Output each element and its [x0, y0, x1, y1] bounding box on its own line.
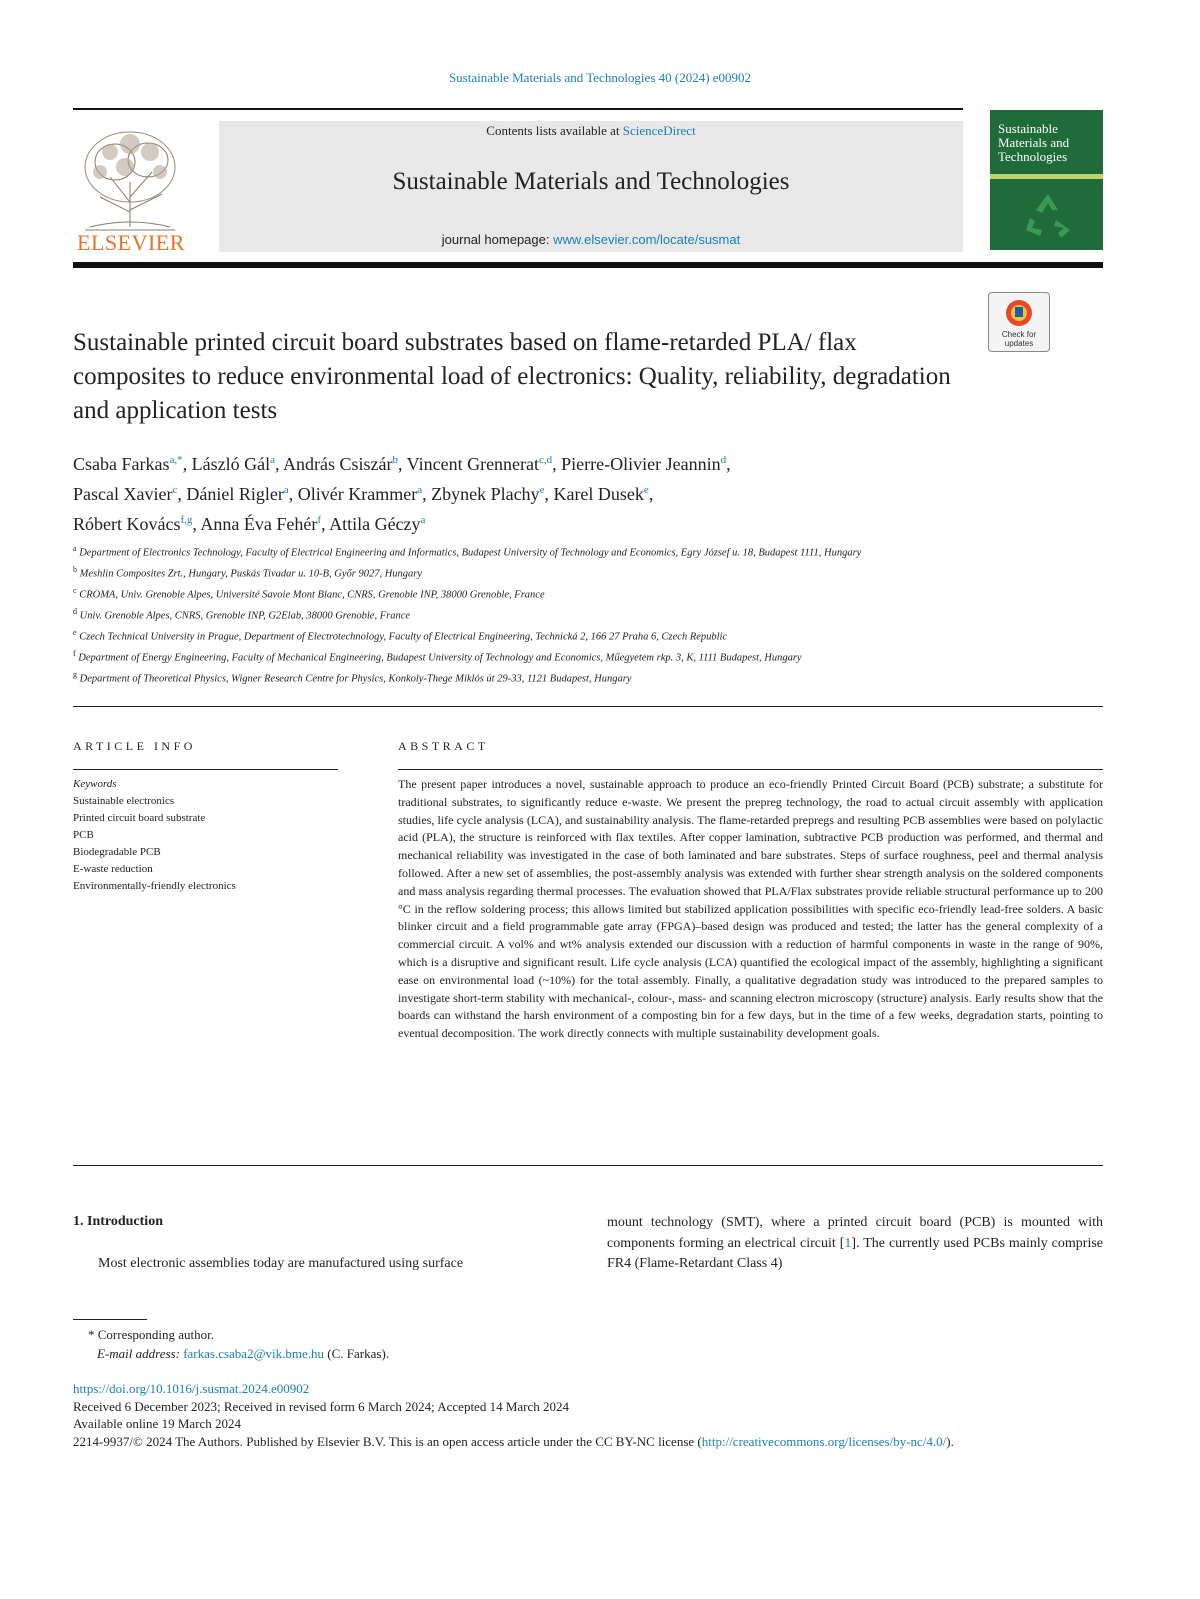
- email-link[interactable]: farkas.csaba2@vik.bme.hu: [183, 1346, 325, 1361]
- journal-citation[interactable]: Sustainable Materials and Technologies 40 (2024) e00902: [448, 70, 752, 85]
- author[interactable]: András Csiszár$^b$: [283, 454, 398, 474]
- author[interactable]: Pierre-Olivier Jeannin$^d$: [561, 454, 727, 474]
- keyword: Biodegradable PCB: [73, 846, 161, 858]
- author-list: Csaba Farkas$^{a,*}$, László Gál$^a$, András Csiszár$^b$, Vincent Grennerat$^{c,d}$, Pierre-Olivier Jeannin$^d$, Pascal Xavier$^c$, Dániel Rigler$^a$, Olivér Krammer$^a$, Zbynek Plachy$^e$, Karel Dusek$^e$, Róbert Kovács$^{f,g}$, Anna Éva Fehér$^f$, Attila Géczy$^a$: [73, 454, 731, 534]
- author[interactable]: Karel Dusek$^e$: [553, 484, 649, 504]
- keyword: E-waste reduction: [73, 863, 153, 875]
- affiliation: $^g$ Department of Theoretical Physics, Wigner Research Centre for Physics, Konkoly-Thege Miklós út 29-33, 1121 Budapest, Hungary: [73, 670, 632, 685]
- affiliation: $^f$ Department of Energy Engineering, Faculty of Mechanical Engineering, Budapest University of Technology and Economics, Műegyetem rkp. 3, K, 1111 Budapest, Hungary: [73, 649, 802, 664]
- svg-text:Check for: Check for: [1001, 330, 1037, 339]
- author[interactable]: Dániel Rigler$^a$: [186, 484, 289, 504]
- introduction-heading: 1. Introduction: [73, 1214, 163, 1229]
- author[interactable]: Róbert Kovács$^{f,g}$: [73, 514, 193, 534]
- article-info-heading: ARTICLE INFO: [73, 739, 196, 753]
- journal-cover-image: [990, 110, 1103, 250]
- cover-title: Sustainable Materials and Technologies: [998, 121, 1070, 164]
- header-rule: [73, 108, 963, 110]
- available-online: Available online 19 March 2024: [73, 1416, 241, 1431]
- recycle-icon: [1020, 190, 1076, 242]
- footnote-rule: [73, 1319, 147, 1320]
- introduction-text-left: Most electronic assemblies today are manufactured using surface: [98, 1256, 464, 1271]
- keywords-block: [73, 776, 338, 895]
- homepage-link[interactable]: www.elsevier.com/locate/susmat: [553, 232, 741, 247]
- keywords-label: Keywords: [73, 778, 117, 790]
- header-thick-rule: [73, 262, 1103, 268]
- introduction-text-right: mount technology (SMT), where a printed circuit board (PCB) is mounted with components forming an electrical circuit [1]. The currently used PCBs mainly comprise FR4 (Flame-Retardant Class 4): [607, 1215, 1104, 1271]
- article-title: Sustainable printed circuit board substrates based on flame-retarded PLA/ flax composites to reduce environmental load of electronics: Quality, reliability, degradation and application tests: [73, 329, 951, 424]
- contents-line: [219, 121, 963, 139]
- corresponding-author-note: * Corresponding author.: [88, 1327, 215, 1342]
- affiliation-list: [73, 541, 973, 688]
- received-dates: Received 6 December 2023; Received in revised form 6 March 2024; Accepted 14 March 2024: [73, 1398, 569, 1414]
- journal-homepage: [219, 232, 963, 247]
- author[interactable]: Csaba Farkas$^{a,*}$: [73, 454, 183, 474]
- keyword: Printed circuit board substrate: [73, 812, 206, 824]
- elsevier-wordmark: ELSEVIER: [77, 230, 185, 255]
- article-info-rule: [73, 769, 338, 770]
- doi-link[interactable]: https://doi.org/10.1016/j.susmat.2024.e00902: [73, 1381, 310, 1396]
- check-for-updates-button[interactable]: [988, 292, 1050, 352]
- homepage-prefix: journal homepage:: [441, 232, 554, 247]
- abstract-rule: [398, 769, 1103, 770]
- publication-info: [73, 1380, 1103, 1450]
- affiliation: $^b$ Meshlin Composites Zrt., Hungary, Puskás Tivadar u. 10-B, Győr 9027, Hungary: [73, 565, 423, 580]
- affiliation: $^d$ Univ. Grenoble Alpes, CNRS, Grenoble INP, G2Elab, 38000 Grenoble, France: [73, 607, 411, 622]
- abstract-text: The present paper introduces a novel, sustainable approach to produce an eco-friendly Printed Circuit Board (PCB) substrate; a substitute for traditional substrates, to significantly reduce e-waste. We present the prepreg technology, the road to actual circuit assembly with application studies, life cycle analysis (LCA), and sustainability analysis. The flame-retarded prepregs and resulting PCB assemblies were based on polylactic acid (PLA), the structure is reinforced with flax textiles. After copper lamination, subtractive PCB production was performed, and thermal and mechanical reliability was investigated in the case of both laminated and bare substrates. Steps of surface roughness, peel and thermal analysis followed. After a new set of assemblies, the post-assembly analysis was extended with further shear strength analysis on the soldered components and mass analysis regarding thermal processes. The evaluation showed that PLA/Flax substrates provide reliable structural performance up to 200 °C in the reflow soldering process; this allows limited but stabilized application possibilities with specific eco-friendly lead-free solders. A basic blinker circuit and a field programmable gate array (FPGA)–based design was produced and tested; the latter has the general complexity of a commercial circuit. A vol% and wt% analysis extended our discussion with a reduction of harmful components in waste in the range of 90%, which is a disruptive and significant result. Life cycle analysis (LCA) quantified the ecological impact of the assembly, highlighting a significant ease on environmental load (~10%) for the total assembly. Finally, a qualitative degradation study was introduced to the prepared samples to investigate short-term stability with mechanical-, colour-, mass- and scanning electron microscopy (structure) analysis. Early results show that the boards can withstand the harsh environment of a composting bin for a few days, but in the time of a few weeks, degradation starts, pointing to eventual decomposition. The work directly connects with multiple sustainability development goals.: [398, 777, 1103, 1041]
- check-updates-icon: [989, 293, 1049, 351]
- affiliation: $^a$ Department of Electronics Technology, Faculty of Electrical Engineering and Informatics, Budapest University of Technology and Economics, Egry József u. 18, Budapest 1111, Hungary: [73, 544, 862, 559]
- abstract-end-rule: [73, 1165, 1103, 1166]
- author[interactable]: Pascal Xavier$^c$: [73, 484, 178, 504]
- journal-title: Sustainable Materials and Technologies: [392, 168, 790, 195]
- keyword: Sustainable electronics: [73, 795, 175, 807]
- cover-band: [990, 174, 1103, 179]
- author[interactable]: Zbynek Plachy$^e$: [431, 484, 545, 504]
- keyword: PCB: [73, 829, 94, 841]
- email-note: E-mail address: farkas.csaba2@vik.bme.hu (C. Farkas).: [97, 1346, 390, 1361]
- contents-prefix: Contents lists available at: [486, 123, 623, 138]
- svg-text:updates: updates: [1004, 339, 1034, 348]
- keyword: Environmentally-friendly electronics: [73, 880, 236, 892]
- abstract-heading: ABSTRACT: [398, 739, 489, 753]
- affiliation: $^c$ CROMA, Univ. Grenoble Alpes, Université Savoie Mont Blanc, CNRS, Grenoble INP, 38000 Grenoble, France: [73, 586, 545, 601]
- journal-masthead: [219, 121, 963, 252]
- license-link[interactable]: http://creativecommons.org/licenses/by-nc/4.0/: [701, 1433, 947, 1449]
- author[interactable]: Attila Géczy$^a$: [329, 514, 426, 534]
- license-note: 2214-9937/© 2024 The Authors. Published by Elsevier B.V. This is an open access article under the CC BY-NC license (http://creativecommons.org/licenses/by-nc/4.0/).: [73, 1433, 954, 1449]
- section-divider: [73, 706, 1103, 707]
- author[interactable]: Vincent Grennerat$^{c,d}$: [406, 454, 553, 474]
- author[interactable]: Olivér Krammer$^a$: [297, 484, 423, 504]
- author[interactable]: Anna Éva Fehér$^f$: [200, 514, 322, 534]
- reference-link[interactable]: 1: [844, 1235, 852, 1251]
- sciencedirect-link[interactable]: ScienceDirect: [622, 123, 696, 138]
- author[interactable]: László Gál$^a$: [191, 454, 275, 474]
- affiliation: $^e$ Czech Technical University in Prague, Department of Electrotechnology, Faculty of Electrical Engineering, Technická 2, 166 27 Praha 6, Czech Republic: [73, 628, 728, 643]
